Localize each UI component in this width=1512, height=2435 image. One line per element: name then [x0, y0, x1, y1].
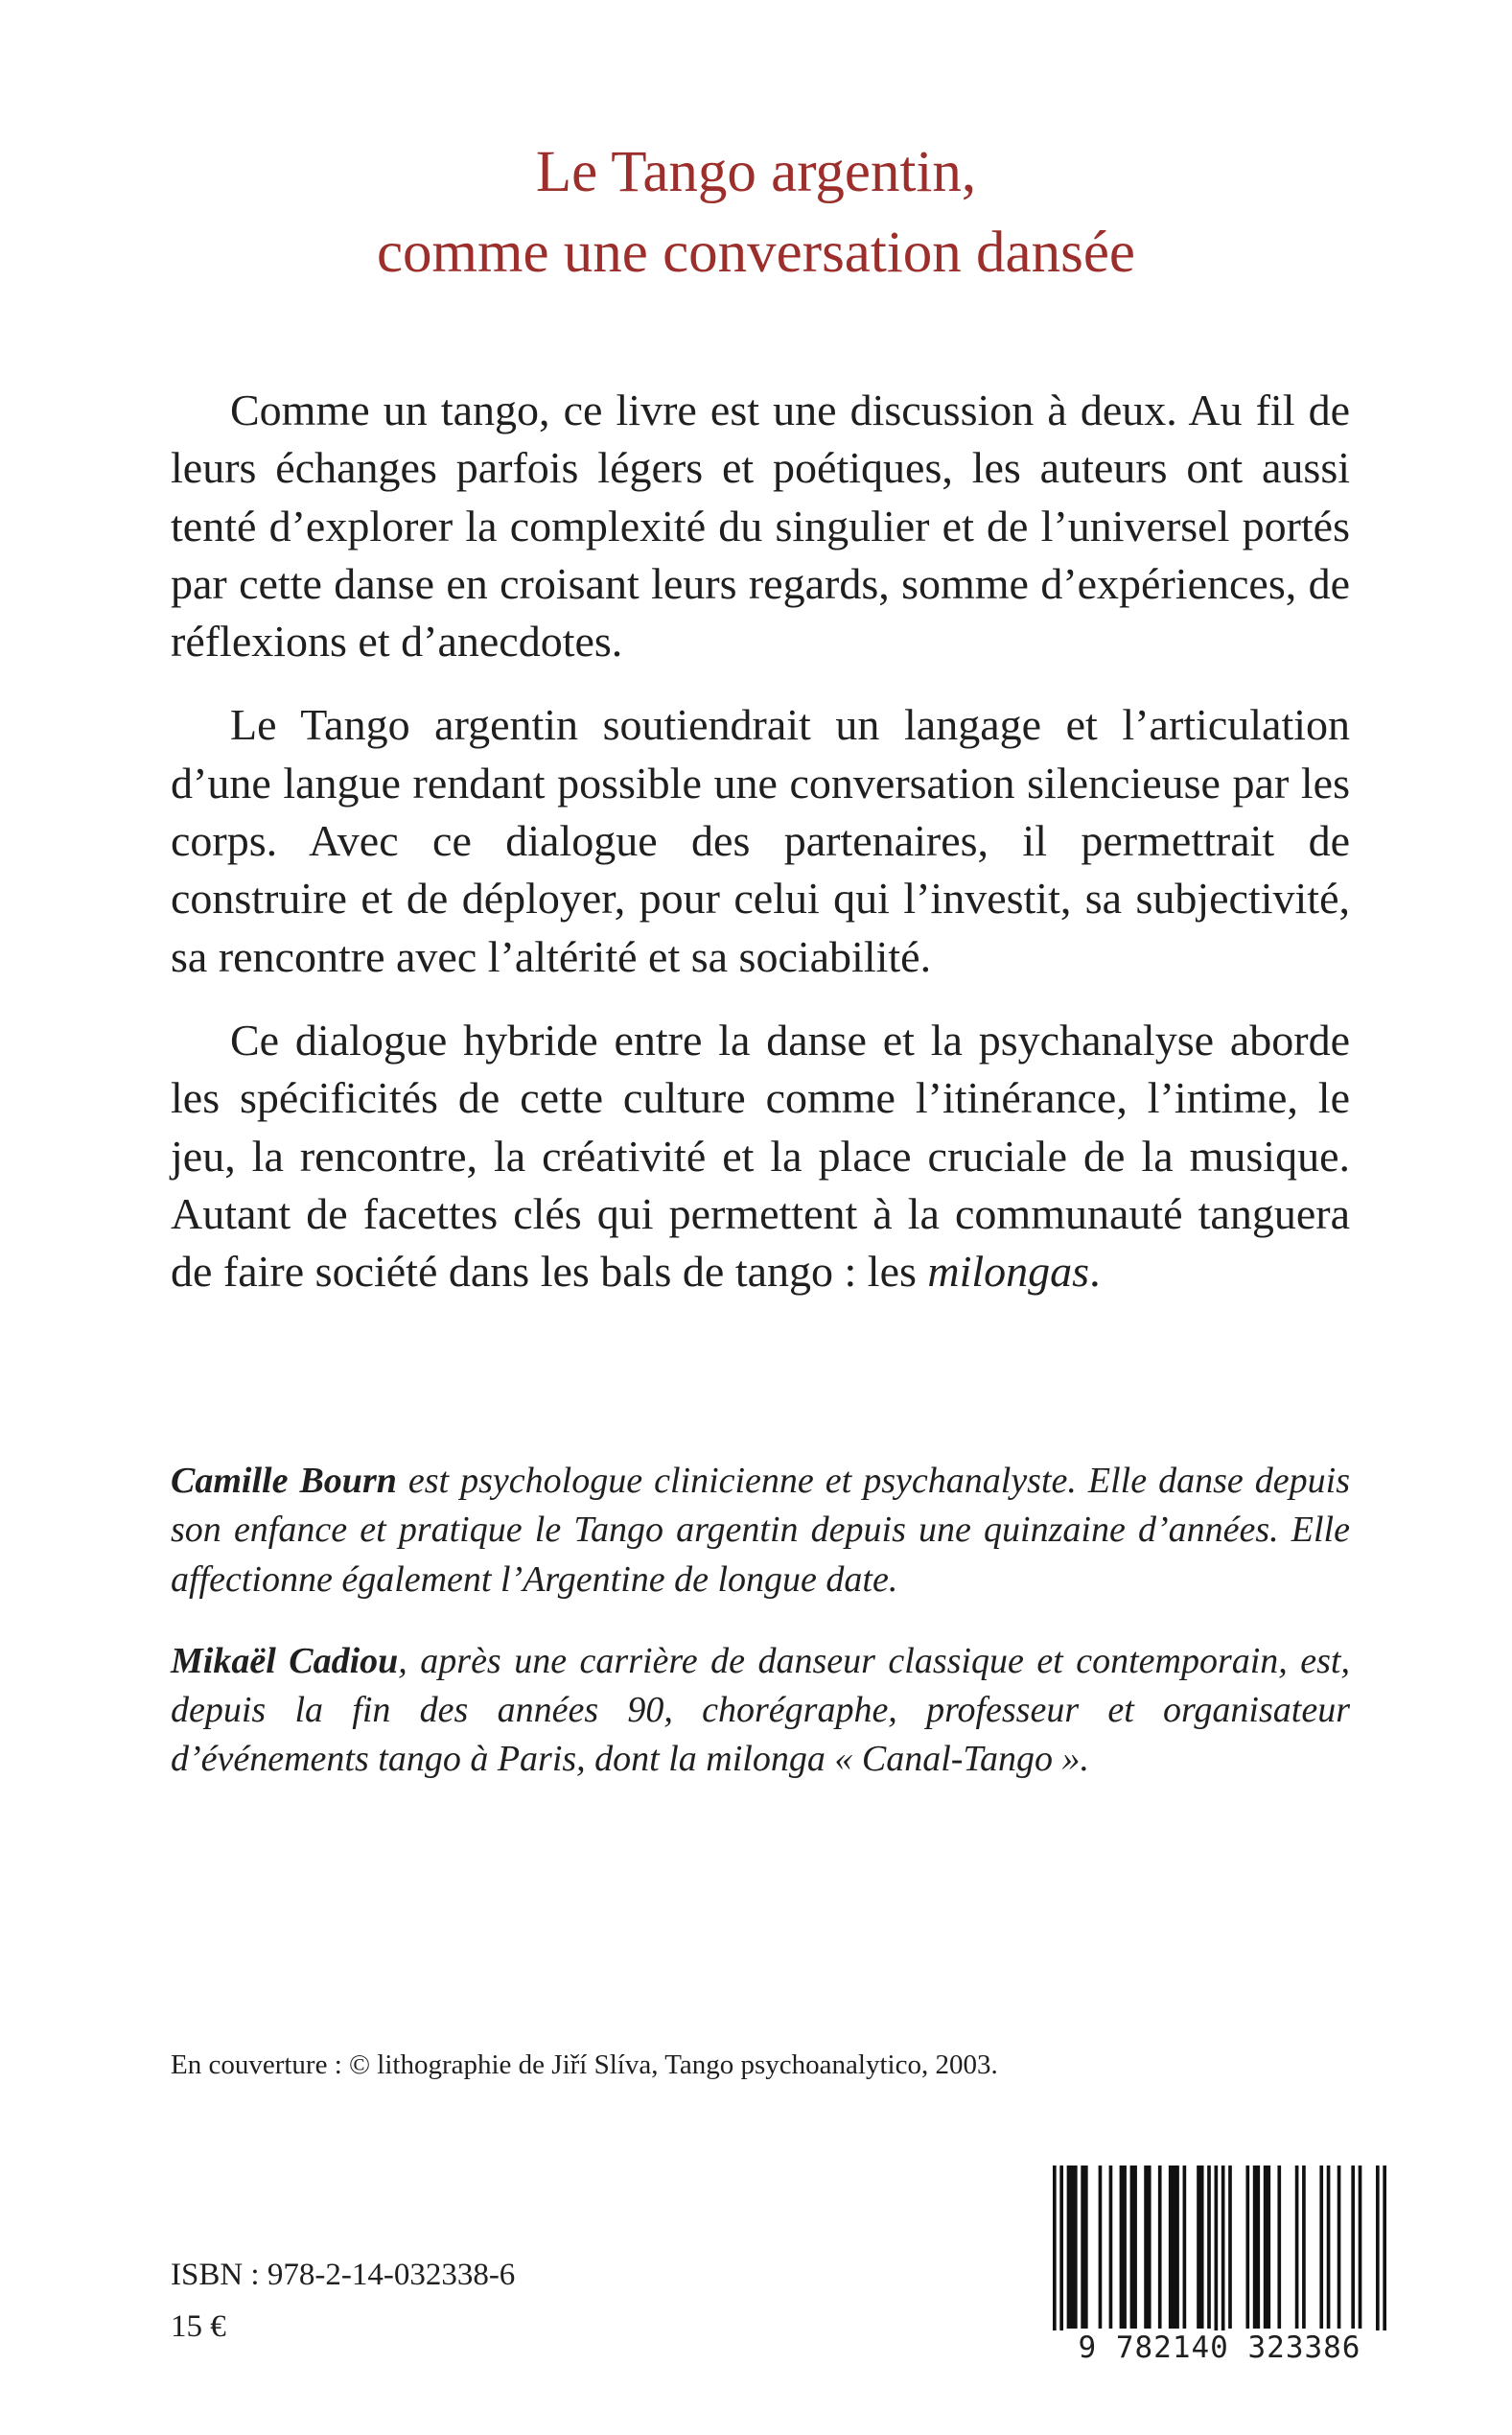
barcode-bar [1120, 2166, 1127, 2329]
cover-credit: En couverture : © lithographie de Jiří Slíva, Tango psychoanalytico, 2003. [171, 2049, 998, 2080]
barcode-bar [1197, 2166, 1203, 2329]
barcode [1053, 2166, 1386, 2357]
author-bio-text: est psychologue clinicienne et psychanalyste. Elle danse depuis son enfance et pratique le Tango argentin depuis une quinzaine d’années. Elle affectionne également l’Argentine de longue date. [171, 1461, 1351, 1600]
barcode-bar [1302, 2166, 1306, 2329]
barcode-bar [1338, 2166, 1341, 2329]
barcode-bar [1067, 2166, 1078, 2329]
blurb-paragraph-1: Comme un tango, ce livre est une discussion à deux. Au fil de leurs échanges parfois légers et poétiques, les auteurs ont aussi tenté d’explorer la complexité du singulier et de l’universel portés par cette danse en croisant leurs regards, somme d’expériences, de réflexions et d’anecdotes. [171, 386, 1350, 667]
barcode-bar [1351, 2166, 1355, 2329]
isbn: ISBN : 978-2-14-032338-6 [171, 2258, 516, 2292]
barcode-bars [1053, 2166, 1386, 2357]
price: 15 € [171, 2309, 226, 2344]
blurb-paragraph-3-text: Ce dialogue hybride entre la danse et la psychanalyse aborde les spécificités de cette culture comme l’itinérance, l’intime, le jeu, la rencontre, la créativité et la place cruciale de la musique. Autant de facettes clés qui permettent à la communauté tanguera de faire société dans les bals de tango : les [171, 1015, 1350, 1297]
blurb-paragraph-2: Le Tango argentin soutiendrait un langage et l’articulation d’une langue rendant possible une conversation silencieuse par les corps. Avec ce dialogue des partenaires, il permettrait de construire et de déployer, pour celui qui l’investit, sa subjectivité, sa rencontre avec l’altérité et sa sociabilité. [171, 700, 1350, 981]
barcode-bar [1099, 2166, 1103, 2329]
barcode-bar [1327, 2166, 1331, 2329]
author-name: Camille Bourn [171, 1461, 397, 1501]
barcode-bar [1359, 2166, 1362, 2329]
barcode-bar [1207, 2166, 1211, 2329]
barcode-bar [1158, 2166, 1162, 2329]
blurb-paragraph-3-end: . [1089, 1247, 1101, 1297]
blurb [171, 382, 1350, 1326]
book-title-line-1: Le Tango argentin, [535, 140, 977, 204]
barcode-bar [1081, 2166, 1087, 2329]
barcode-bar [1253, 2166, 1260, 2329]
barcode-bar [1053, 2166, 1057, 2357]
author-name: Mikaël Cadiou [171, 1640, 399, 1681]
barcode-bar [1109, 2166, 1113, 2329]
barcode-bar [1059, 2166, 1063, 2357]
blurb-paragraph-3 [171, 1012, 1350, 1300]
barcode-bar [1169, 2166, 1179, 2329]
barcode-bar [1228, 2166, 1232, 2329]
author-bio [171, 1637, 1350, 1785]
author-bio [171, 1457, 1350, 1604]
barcode-bar [1383, 2166, 1386, 2357]
barcode-bar [1277, 2166, 1281, 2329]
blurb-italic-term: milongas [927, 1247, 1090, 1297]
barcode-bar [1245, 2166, 1249, 2329]
author-bio-text: , après une carrière de danseur classique et contemporain, est, depuis la fin des années 90, chorégraphe, professeur et organisateur d’événements tango à Paris, dont la milonga « Canal-Tango ». [171, 1640, 1350, 1780]
barcode-bar [1130, 2166, 1137, 2329]
book-title-line-2: comme une conversation dansée [376, 221, 1135, 285]
barcode-digits: 9 782140 323386 [1053, 2330, 1386, 2365]
barcode-bar [1221, 2166, 1225, 2357]
book-title [0, 132, 1512, 293]
barcode-bar [1376, 2166, 1380, 2357]
author-bios [171, 1457, 1350, 1817]
barcode-bar [1295, 2166, 1299, 2329]
barcode-bar [1215, 2166, 1219, 2357]
barcode-bar [1183, 2166, 1187, 2329]
barcode-bar [1319, 2166, 1323, 2329]
barcode-bar [1144, 2166, 1151, 2329]
barcode-bar [1264, 2166, 1270, 2329]
